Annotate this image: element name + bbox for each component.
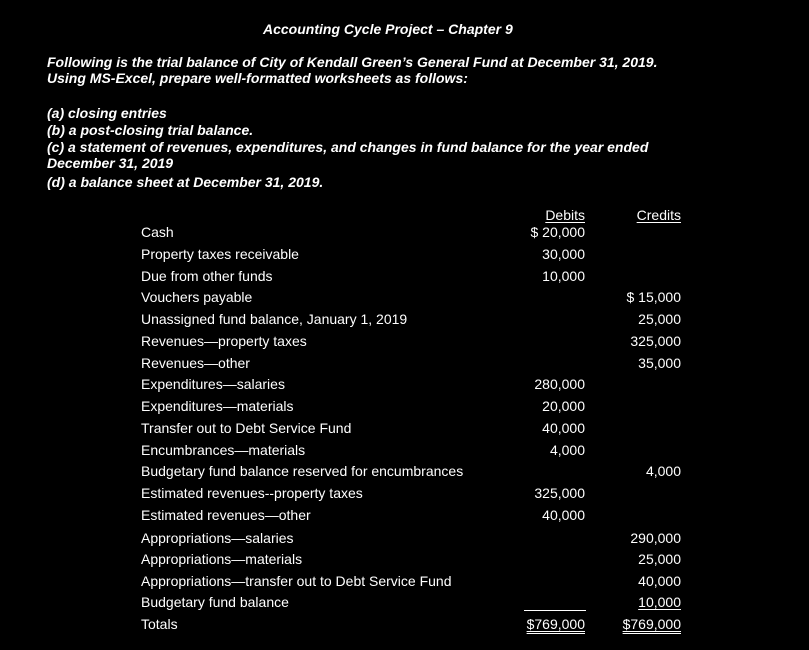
credit-value: 290,000 [630,530,681,546]
debit-value: 30,000 [542,246,585,262]
table-row [0,420,809,440]
task-b: (b) a post-closing trial balance. [47,122,254,138]
debit-value: 10,000 [542,268,585,284]
page-title: Accounting Cycle Project – Chapter 9 [263,21,513,37]
account-name: Revenues—property taxes [141,333,307,349]
account-name: Appropriations—materials [141,551,303,567]
intro-line-1: Following is the trial balance of City of Kendall Green’s General Fund at December 31, 2019. [47,54,658,70]
account-name: Budgetary fund balance reserved for encumbrances [141,463,464,479]
table-row [0,573,809,593]
table-row [0,224,809,244]
table-row [0,311,809,331]
table-row [0,289,809,309]
debit-total-rule [524,610,586,611]
account-name: Transfer out to Debt Service Fund [141,420,352,436]
task-c-line-2: December 31, 2019 [47,155,174,171]
totals-credit: $769,000 [622,616,681,632]
credit-value: 25,000 [638,311,681,327]
table-row [0,485,809,505]
table-row [0,268,809,288]
task-a: (a) closing entries [47,105,167,121]
account-name: Cash [141,224,174,240]
credit-value: $ 15,000 [626,289,681,305]
table-row [0,463,809,483]
account-name: Encumbrances—materials [141,442,306,458]
credit-value: 25,000 [638,551,681,567]
debit-value: 4,000 [549,442,585,458]
totals-row [0,616,809,636]
account-name: Estimated revenues—other [141,507,311,523]
account-name: Appropriations—salaries [141,530,294,546]
table-row [0,376,809,396]
account-name: Budgetary fund balance [141,594,289,610]
intro-line-2: Using MS-Excel, prepare well-formatted worksheets as follows: [47,70,468,86]
account-name: Property taxes receivable [141,246,299,262]
debit-value: 40,000 [542,507,585,523]
account-name: Expenditures—salaries [141,376,285,392]
account-name: Unassigned fund balance, January 1, 2019 [141,311,408,327]
credit-value: 4,000 [645,463,681,479]
debits-header: Debits [545,207,585,223]
account-name: Due from other funds [141,268,273,284]
table-row [0,551,809,571]
account-name: Appropriations—transfer out to Debt Service Fund [141,573,452,589]
credit-value: 10,000 [638,594,681,610]
table-row [0,246,809,266]
credits-header: Credits [636,207,681,223]
account-name: Vouchers payable [141,289,253,305]
credit-value: 325,000 [630,333,681,349]
debit-value: 325,000 [534,485,585,501]
task-d: (d) a balance sheet at December 31, 2019. [47,174,324,190]
table-row [0,398,809,418]
credit-value: 40,000 [638,573,681,589]
table-row [0,355,809,375]
account-name: Expenditures—materials [141,398,294,414]
debit-value: 280,000 [534,376,585,392]
table-row [0,530,809,550]
table-row [0,507,809,527]
totals-label: Totals [141,616,178,632]
debit-value: 20,000 [542,398,585,414]
debit-value: 40,000 [542,420,585,436]
account-name: Estimated revenues--property taxes [141,485,363,501]
table-row [0,333,809,353]
table-row [0,442,809,462]
credit-value: 35,000 [638,355,681,371]
account-name: Revenues—other [141,355,250,371]
task-c-line-1: (c) a statement of revenues, expenditures, and changes in fund balance for the year ended [47,139,649,155]
debit-value: $ 20,000 [530,224,585,240]
table-row [0,594,809,614]
totals-debit: $769,000 [526,616,585,632]
